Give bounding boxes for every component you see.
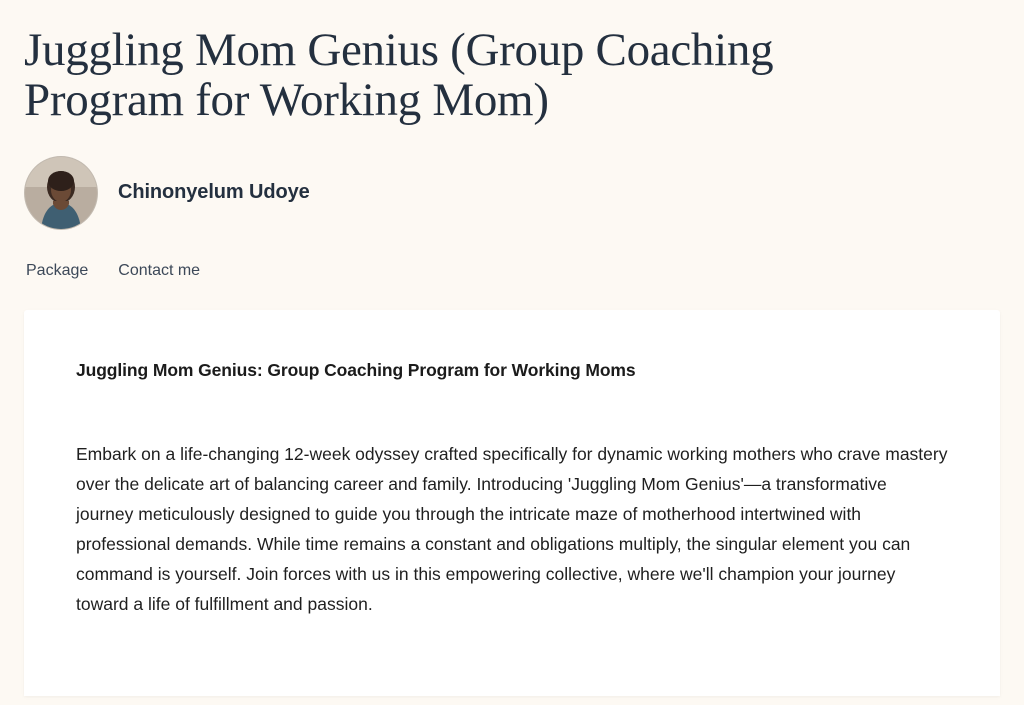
package-card <box>24 310 1000 696</box>
author-name: Chinonyelum Udoye <box>118 181 310 204</box>
author-row <box>24 156 1000 230</box>
profile-photo-icon <box>25 157 97 229</box>
page-title: Juggling Mom Genius (Group Coaching Program for Working Mom) <box>24 24 774 126</box>
tab-package[interactable]: Package <box>26 261 89 279</box>
card-body-text: Embark on a life-changing 12-week odyssey crafted specifically for dynamic working mothers who crave mastery over the delicate art of balancing career and family. Introducing 'Juggling Mom Genius'—a transformative journey meticulously designed to guide you through the intricate maze of motherhood intertwined with professional demands. While time remains a constant and obligations multiply, the singular element you can command is yourself. Join forces with us in this empowering collective, where we'll champion your journey toward a life of fulfillment and passion. <box>76 443 948 614</box>
avatar <box>24 156 98 230</box>
card-heading: Juggling Mom Genius: Group Coaching Program for Working Moms <box>76 359 636 380</box>
nav-tabs <box>24 260 1000 282</box>
tab-contact-me[interactable]: Contact me <box>118 261 201 279</box>
